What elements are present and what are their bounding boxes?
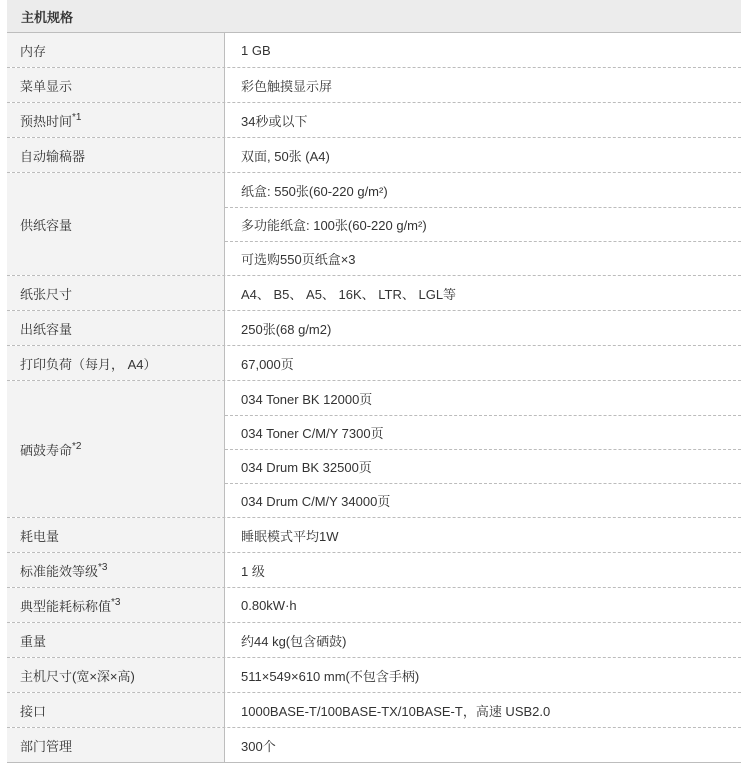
spec-table bbox=[7, 0, 741, 763]
spec-value: 034 Toner C/M/Y 7300页 bbox=[225, 415, 741, 449]
spec-label bbox=[7, 33, 225, 67]
spec-label-text: 供纸容量 bbox=[20, 217, 73, 233]
spec-value: A4、 B5、 A5、 16K、 LTR、 LGL等 bbox=[241, 286, 457, 302]
spec-value: 1 GB bbox=[241, 42, 271, 58]
spec-label bbox=[7, 276, 225, 310]
spec-label-text: 部门管理 bbox=[20, 738, 73, 754]
spec-row bbox=[7, 658, 741, 693]
spec-values bbox=[225, 553, 741, 587]
spec-label-text: 硒鼓寿命 bbox=[20, 442, 73, 458]
spec-row bbox=[7, 68, 741, 103]
spec-label-text: 菜单显示 bbox=[20, 78, 73, 94]
footnote-marker: *3 bbox=[111, 597, 121, 608]
spec-value: 纸盒: 550张(60-220 g/m²) bbox=[241, 183, 388, 199]
spec-value: 约44 kg(包含硒鼓) bbox=[241, 633, 347, 649]
spec-label bbox=[7, 658, 225, 692]
spec-row bbox=[7, 138, 741, 173]
spec-label bbox=[7, 311, 225, 345]
spec-label-text: 纸张尺寸 bbox=[20, 286, 73, 302]
spec-label bbox=[7, 693, 225, 727]
spec-values bbox=[225, 103, 741, 137]
spec-label bbox=[7, 728, 225, 762]
spec-row bbox=[7, 693, 741, 728]
spec-label-text: 典型能耗标称值 bbox=[20, 598, 112, 614]
spec-values bbox=[225, 728, 741, 762]
spec-value: 0.80kW·h bbox=[241, 597, 297, 613]
spec-label-text: 主机尺寸(宽×深×高) bbox=[20, 668, 135, 684]
spec-values bbox=[225, 346, 741, 380]
spec-row bbox=[7, 346, 741, 381]
spec-value: 1 级 bbox=[241, 563, 265, 579]
spec-value: 34秒或以下 bbox=[241, 113, 308, 129]
spec-values bbox=[225, 311, 741, 345]
spec-value: 250张(68 g/m2) bbox=[241, 321, 332, 337]
spec-value: 彩色触摸显示屏 bbox=[241, 78, 333, 94]
spec-label bbox=[7, 553, 225, 587]
footnote-marker: *1 bbox=[72, 112, 82, 123]
spec-values bbox=[225, 658, 741, 692]
footnote-marker: *3 bbox=[98, 562, 108, 573]
spec-value: 034 Toner BK 12000页 bbox=[241, 391, 373, 407]
spec-value: 034 Drum C/M/Y 34000页 bbox=[225, 483, 741, 517]
spec-values bbox=[225, 623, 741, 657]
spec-label-text: 耗电量 bbox=[20, 528, 60, 544]
spec-label bbox=[7, 103, 225, 137]
spec-label-text: 打印负荷（每月， A4） bbox=[20, 356, 157, 372]
spec-label bbox=[7, 138, 225, 172]
spec-value: 511×549×610 mm(不包含手柄) bbox=[241, 668, 420, 684]
spec-label bbox=[7, 173, 225, 275]
spec-label bbox=[7, 68, 225, 102]
spec-value: 67,000页 bbox=[241, 356, 294, 372]
spec-values bbox=[225, 693, 741, 727]
spec-values bbox=[225, 138, 741, 172]
spec-rows bbox=[7, 33, 741, 763]
spec-label-text: 内存 bbox=[20, 43, 47, 59]
spec-value: 多功能纸盒: 100张(60-220 g/m²) bbox=[225, 207, 741, 241]
spec-value: 可选购550页纸盒×3 bbox=[225, 241, 741, 275]
spec-label bbox=[7, 381, 225, 517]
spec-value: 双面, 50张 (A4) bbox=[241, 148, 330, 164]
spec-values bbox=[225, 381, 741, 517]
spec-label-text: 重量 bbox=[20, 633, 47, 649]
spec-label bbox=[7, 588, 225, 622]
spec-value: 300个 bbox=[241, 738, 276, 754]
spec-values bbox=[225, 518, 741, 552]
spec-row bbox=[7, 33, 741, 68]
spec-label-text: 预热时间 bbox=[20, 113, 73, 129]
spec-values bbox=[225, 33, 741, 67]
spec-label bbox=[7, 346, 225, 380]
spec-label bbox=[7, 623, 225, 657]
spec-row bbox=[7, 623, 741, 658]
spec-row bbox=[7, 311, 741, 346]
spec-value: 034 Drum BK 32500页 bbox=[225, 449, 741, 483]
spec-values bbox=[225, 276, 741, 310]
spec-label-text: 出纸容量 bbox=[20, 321, 73, 337]
spec-row bbox=[7, 381, 741, 518]
spec-label-text: 标准能效等级 bbox=[20, 563, 99, 579]
spec-label bbox=[7, 518, 225, 552]
footnote-marker: *2 bbox=[72, 441, 82, 452]
spec-value: 1000BASE-T/100BASE-TX/10BASE-T，高速 USB2.0 bbox=[241, 703, 551, 719]
spec-values bbox=[225, 173, 741, 275]
spec-label-text: 接口 bbox=[20, 703, 47, 719]
spec-row bbox=[7, 103, 741, 138]
spec-value: 睡眠模式平均1W bbox=[241, 528, 339, 544]
spec-row bbox=[7, 553, 741, 588]
spec-row bbox=[7, 173, 741, 276]
spec-row bbox=[7, 588, 741, 623]
spec-label-text: 自动输稿器 bbox=[20, 148, 86, 164]
spec-row bbox=[7, 728, 741, 763]
spec-row bbox=[7, 276, 741, 311]
spec-values bbox=[225, 588, 741, 622]
section-title: 主机规格 bbox=[7, 0, 741, 33]
spec-row bbox=[7, 518, 741, 553]
spec-values bbox=[225, 68, 741, 102]
